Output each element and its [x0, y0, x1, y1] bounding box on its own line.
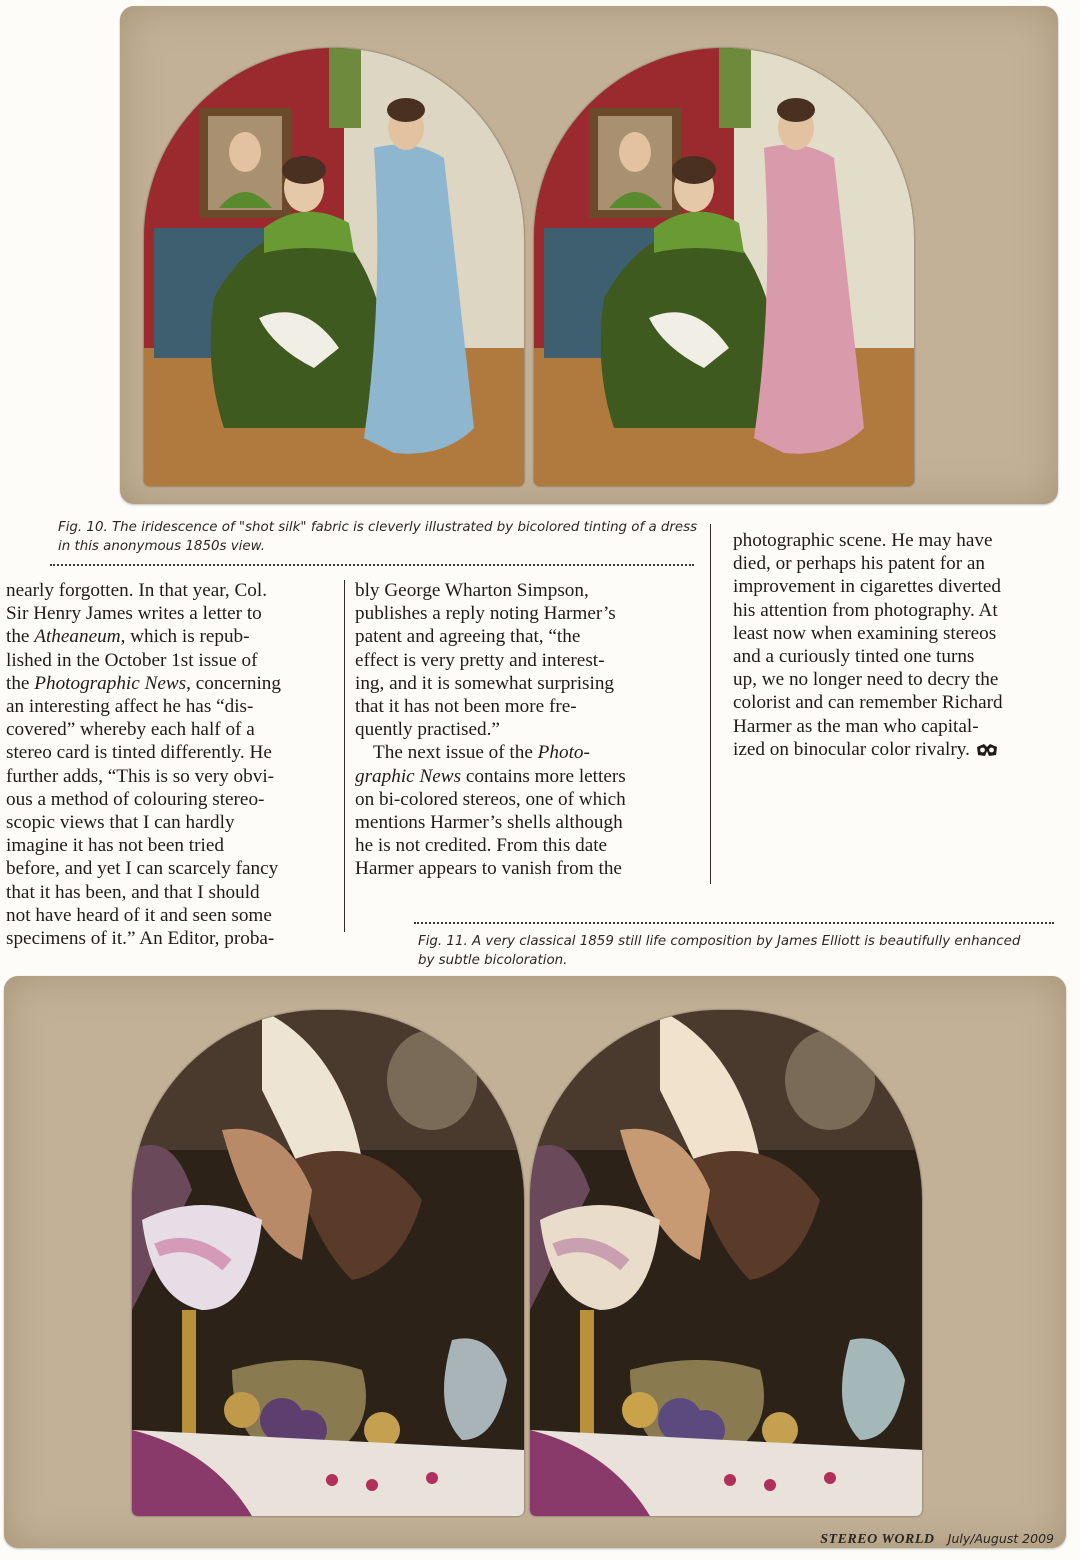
article-column-2 — [355, 579, 695, 881]
text-line: his attention from photography. At — [733, 599, 998, 621]
text-line: ous a method of colouring stereo- — [6, 788, 265, 810]
text-line: the Atheaneum, which is repub- — [6, 626, 250, 648]
figure-10-left-image — [144, 48, 524, 486]
text-line: covered” whereby each half of a — [6, 719, 255, 741]
publication-title: Photographic News — [34, 672, 187, 694]
text-line: died, or perhaps his patent for an — [733, 553, 986, 575]
text-line: that it has been, and that I should — [6, 881, 260, 903]
text-line: imagine it has not been tried — [6, 835, 224, 857]
figure-10-caption: Fig. 10. The iridescence of "shot silk" fabric is cleverly illustrated by bicolored tinting of a dress in this anonymous 1850s view. — [58, 520, 698, 554]
text-line: specimens of it.” An Editor, proba- — [6, 928, 275, 950]
text-line: before, and yet I can scarcely fancy — [6, 858, 279, 880]
text-line: The next issue of the Photo- — [373, 742, 590, 764]
page-footer — [820, 1531, 1054, 1548]
text-line: patent and agreeing that, “the — [355, 626, 581, 648]
magazine-name: STEREO WORLD — [820, 1532, 935, 1547]
text-line: ing, and it is somewhat surprising — [355, 672, 615, 694]
text-line: graphic News contains more letters — [355, 765, 626, 787]
text-line: lished in the October 1st issue of — [6, 649, 258, 671]
text-line: the Photographic News, concerning — [6, 672, 281, 694]
text-line: mentions Harmer’s shells although — [355, 812, 623, 834]
article-column-1 — [6, 579, 336, 950]
text-line: effect is very pretty and interest- — [355, 649, 605, 671]
text-line: further adds, “This is so very obvi- — [6, 765, 275, 787]
publication-title: graphic News — [355, 765, 462, 787]
text-line: on bi-colored stereos, one of which — [355, 788, 626, 810]
text-line: nearly forgotten. In that year, Col. — [6, 580, 268, 601]
text-line: least now when examining stereos — [733, 622, 997, 644]
figure-11-stereo-card — [4, 976, 1066, 1548]
caption-divider — [414, 922, 1054, 924]
text-line: improvement in cigarettes diverted — [733, 576, 1001, 598]
figure-11-left-image — [132, 1010, 524, 1516]
text-line: photographic scene. He may have — [733, 530, 993, 551]
text-line: scopic views that I can hardly — [6, 812, 235, 834]
text-line: not have heard of it and seen some — [6, 904, 272, 926]
text-line: and a curiously tinted one turns — [733, 646, 975, 668]
text-line: Harmer appears to vanish from the — [355, 858, 622, 880]
text-line: publishes a reply noting Harmer’s — [355, 603, 616, 625]
figure-10-right-image — [534, 48, 914, 486]
text-line: quently practised.” — [355, 719, 500, 741]
column-rule — [344, 580, 345, 932]
text-line: that it has not been more fre- — [355, 696, 577, 718]
publication-title: Atheaneum — [34, 626, 121, 648]
figure-11-right-image — [530, 1010, 922, 1516]
text-line: Sir Henry James writes a letter to — [6, 603, 262, 625]
column-rule — [710, 524, 711, 884]
text-line: up, we no longer need to decry the — [733, 669, 999, 691]
article-column-3 — [733, 529, 1063, 761]
figure-10-stereo-card — [120, 6, 1058, 504]
caption-divider — [50, 564, 694, 566]
text-line: ized on binocular color rivalry. — [733, 738, 1063, 761]
publication-title: Photo- — [537, 742, 590, 764]
figure-11-caption: Fig. 11. A very classical 1859 still life composition by James Elliott is beautifully enhanced by subtle bicoloration. — [418, 934, 1021, 968]
text-line: Harmer as the man who capital- — [733, 715, 979, 737]
text-line: he is not credited. From this date — [355, 835, 608, 857]
issue-date: July/August 2009 — [947, 1531, 1054, 1546]
text-line: colorist and can remember Richard — [733, 692, 1003, 714]
text-line: stereo card is tinted differently. He — [6, 742, 272, 764]
text-line: an interesting affect he has “dis- — [6, 696, 254, 718]
stereo-viewer-icon — [976, 743, 998, 757]
text-line: bly George Wharton Simpson, — [355, 580, 589, 601]
